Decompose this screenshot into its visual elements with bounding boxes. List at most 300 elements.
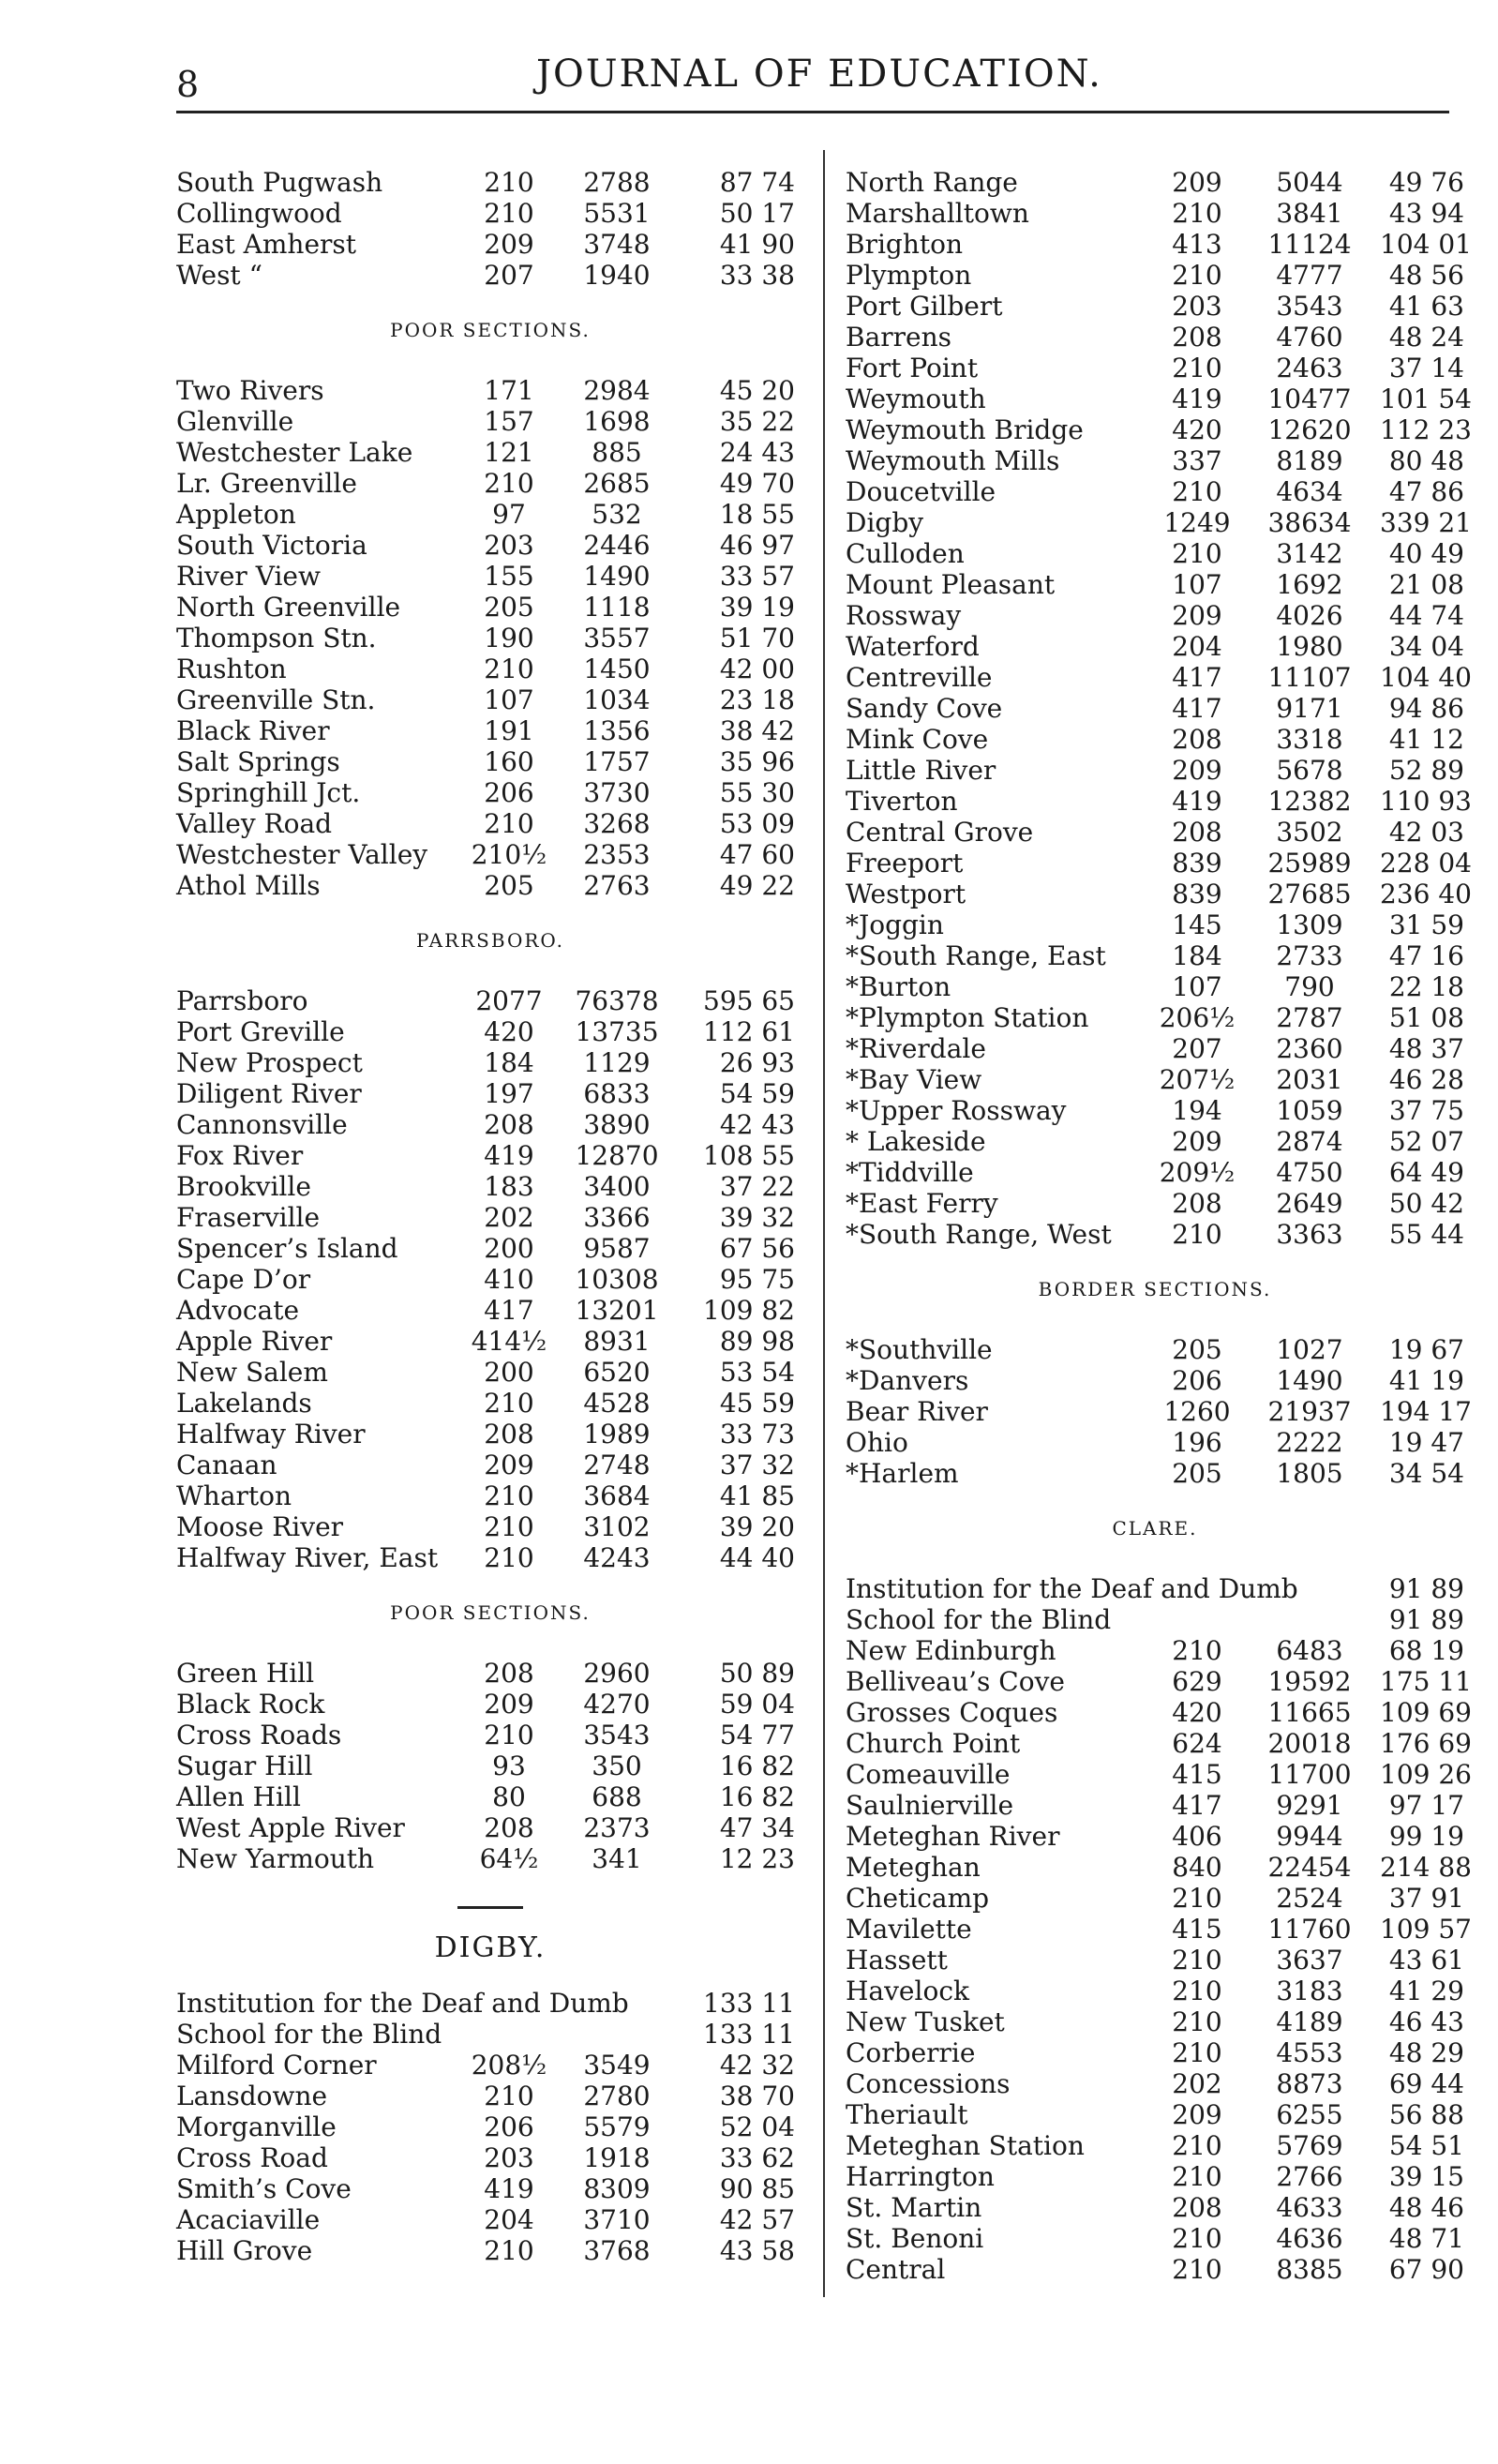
grant-cell: 43 58	[719, 2235, 795, 2266]
days-cell: 210	[484, 808, 534, 839]
school-name: Westport	[846, 879, 966, 909]
attendance-cell: 3549	[583, 2050, 651, 2081]
attendance-cell: 13201	[575, 1295, 659, 1326]
days-cell: 208	[484, 1109, 534, 1140]
days-cell: 107	[484, 684, 534, 715]
grant-cell: 51 70	[719, 623, 795, 654]
attendance-cell: 1805	[1276, 1458, 1343, 1489]
table-row	[176, 260, 804, 291]
grant-cell: 37 75	[1388, 1095, 1464, 1126]
attendance-cell: 3502	[1276, 817, 1343, 848]
school-name: Smith’s Cove	[176, 2173, 352, 2204]
table-row	[176, 654, 804, 684]
days-cell: 210	[1172, 2223, 1222, 2254]
days-cell: 210	[484, 654, 534, 684]
school-name: Institution for the Deaf and Dumb	[846, 1573, 1298, 1604]
school-name: Advocate	[176, 1295, 300, 1326]
attendance-cell: 1356	[583, 715, 651, 746]
table-row	[176, 1295, 804, 1326]
table-row	[846, 1126, 1464, 1157]
table-row	[176, 499, 804, 530]
days-cell: 2077	[475, 985, 543, 1016]
days-cell: 206½	[1159, 1002, 1236, 1033]
days-cell: 210	[1172, 2037, 1222, 2068]
table-row	[176, 985, 804, 1016]
grant-cell: 46 97	[719, 530, 795, 561]
days-cell: 419	[484, 2173, 534, 2204]
days-cell: 419	[484, 1140, 534, 1171]
days-cell: 417	[1172, 1790, 1222, 1821]
attendance-cell: 8385	[1276, 2254, 1343, 2285]
school-name: New Salem	[176, 1357, 328, 1388]
grant-cell: 47 86	[1388, 476, 1464, 507]
table-row	[176, 2173, 804, 2204]
days-cell: 208	[1172, 322, 1222, 353]
days-cell: 203	[484, 530, 534, 561]
grant-cell: 39 32	[719, 1202, 795, 1233]
days-cell: 209	[1172, 755, 1222, 786]
attendance-cell: 2874	[1276, 1126, 1343, 1157]
table-row	[846, 1396, 1472, 1427]
attendance-cell: 4633	[1276, 2192, 1343, 2223]
table-row	[846, 600, 1464, 631]
table-row	[176, 1812, 804, 1843]
school-name: Saulnierville	[846, 1790, 1014, 1821]
days-cell: 209½	[1159, 1157, 1236, 1188]
grant-cell: 41 19	[1388, 1365, 1464, 1396]
grant-cell: 55 30	[719, 777, 795, 808]
days-cell: 420	[1172, 1697, 1222, 1728]
attendance-cell: 885	[592, 437, 642, 468]
days-cell: 210	[1172, 1976, 1222, 2006]
days-cell: 202	[484, 1202, 534, 1233]
days-cell: 208½	[471, 2050, 547, 2081]
school-name: Central	[846, 2254, 946, 2285]
days-cell: 107	[1172, 971, 1222, 1002]
table-row	[846, 260, 1464, 291]
days-cell: 210	[1172, 198, 1222, 229]
grant-cell: 39 19	[719, 592, 795, 623]
days-cell: 210	[1172, 476, 1222, 507]
days-cell: 210	[1172, 2130, 1222, 2161]
attendance-cell: 4528	[583, 1388, 651, 1419]
attendance-cell: 2031	[1276, 1064, 1343, 1095]
table-row	[846, 1427, 1464, 1458]
school-name: Westchester Valley	[176, 839, 428, 870]
table-row	[176, 592, 804, 623]
table-group	[846, 1573, 1472, 2285]
grant-cell: 109 82	[703, 1295, 795, 1326]
table-row	[846, 1188, 1464, 1219]
school-name: Black Rock	[176, 1689, 325, 1720]
grant-cell: 24 43	[719, 437, 795, 468]
grant-cell: 45 20	[719, 375, 795, 406]
table-row	[846, 662, 1472, 693]
attendance-cell: 3768	[583, 2235, 651, 2266]
table-row	[176, 375, 804, 406]
attendance-cell: 1027	[1276, 1334, 1343, 1365]
days-cell: 413	[1172, 229, 1222, 260]
table-row	[846, 2099, 1464, 2130]
school-name: Greenville Stn.	[176, 684, 376, 715]
attendance-cell: 3543	[583, 1720, 651, 1750]
grant-cell: 39 20	[719, 1511, 795, 1542]
table-group	[176, 167, 804, 291]
grant-cell: 33 57	[719, 561, 795, 592]
grant-cell: 12 23	[719, 1843, 795, 1874]
days-cell: 155	[484, 561, 534, 592]
school-name: Grosses Coques	[846, 1697, 1058, 1728]
school-name: Hassett	[846, 1945, 948, 1976]
grant-cell: 47 60	[719, 839, 795, 870]
school-name: Black River	[176, 715, 330, 746]
grant-cell: 53 09	[719, 808, 795, 839]
attendance-cell: 2780	[583, 2081, 651, 2111]
days-cell: 210	[484, 468, 534, 499]
attendance-cell: 1940	[583, 260, 651, 291]
school-name: Concessions	[846, 2068, 1011, 2099]
table-row	[176, 406, 804, 437]
days-cell: 210	[1172, 353, 1222, 383]
attendance-cell: 1490	[583, 561, 651, 592]
days-cell: 145	[1172, 909, 1222, 940]
grant-cell: 91 89	[1388, 1573, 1464, 1604]
attendance-cell: 8873	[1276, 2068, 1343, 2099]
school-name: Lansdowne	[176, 2081, 328, 2111]
days-cell: 414½	[471, 1326, 547, 1357]
grant-cell: 80 48	[1388, 445, 1464, 476]
grant-cell: 109 57	[1380, 1914, 1472, 1945]
table-row	[846, 414, 1472, 445]
table-row	[846, 291, 1464, 322]
table-row	[176, 1140, 804, 1171]
days-cell: 184	[1172, 940, 1222, 971]
days-cell: 183	[484, 1171, 534, 1202]
attendance-cell: 790	[1284, 971, 1335, 1002]
attendance-cell: 2984	[583, 375, 651, 406]
days-cell: 209	[484, 1450, 534, 1480]
attendance-cell: 1490	[1276, 1365, 1343, 1396]
days-cell: 417	[1172, 662, 1222, 693]
table-row	[176, 1450, 804, 1480]
grant-cell: 50 17	[719, 198, 795, 229]
grant-cell: 33 38	[719, 260, 795, 291]
school-name: Waterford	[846, 631, 980, 662]
school-name: North Greenville	[176, 592, 401, 623]
school-name: Halfway River	[176, 1419, 366, 1450]
grant-cell: 34 04	[1388, 631, 1464, 662]
attendance-cell: 9944	[1276, 1821, 1343, 1852]
grant-cell: 42 00	[719, 654, 795, 684]
school-name: Centreville	[846, 662, 993, 693]
school-name: *Burton	[846, 971, 951, 1002]
days-cell: 210	[484, 1542, 534, 1573]
table-row	[846, 1666, 1472, 1697]
school-name: Appleton	[176, 499, 296, 530]
attendance-cell: 3142	[1276, 538, 1343, 569]
table-row	[176, 623, 804, 654]
attendance-cell: 5769	[1276, 2130, 1343, 2161]
days-cell: 415	[1172, 1914, 1222, 1945]
table-row	[846, 1573, 1464, 1604]
school-name: *South Range, East	[846, 940, 1106, 971]
table-row	[846, 1945, 1464, 1976]
grant-cell: 37 22	[719, 1171, 795, 1202]
grant-cell: 55 44	[1388, 1219, 1464, 1250]
table-row	[176, 1233, 804, 1264]
days-cell: 209	[1172, 2099, 1222, 2130]
days-cell: 205	[1172, 1458, 1222, 1489]
days-cell: 840	[1172, 1852, 1222, 1883]
attendance-cell: 3637	[1276, 1945, 1343, 1976]
table-row	[846, 786, 1472, 817]
grant-cell: 49 70	[719, 468, 795, 499]
school-name: Mink Cove	[846, 724, 989, 755]
school-name: *Tiddville	[846, 1157, 974, 1188]
grant-cell: 52 89	[1388, 755, 1464, 786]
table-row	[176, 1419, 804, 1450]
grant-cell: 35 22	[719, 406, 795, 437]
table-row	[846, 631, 1464, 662]
grant-cell: 37 32	[719, 1450, 795, 1480]
school-name: * Lakeside	[846, 1126, 986, 1157]
grant-cell: 228 04	[1380, 848, 1472, 879]
table-row	[176, 1720, 804, 1750]
grant-cell: 87 74	[719, 167, 795, 198]
school-name: West “	[176, 260, 262, 291]
school-name: *Southville	[846, 1334, 993, 1365]
table-row	[176, 468, 804, 499]
days-cell: 410	[484, 1264, 534, 1295]
grant-cell: 56 88	[1388, 2099, 1464, 2130]
attendance-cell: 2373	[583, 1812, 651, 1843]
grant-cell: 112 23	[1380, 414, 1472, 445]
table-row	[846, 1157, 1464, 1188]
grant-cell: 54 51	[1388, 2130, 1464, 2161]
grant-cell: 48 24	[1388, 322, 1464, 353]
table-row	[846, 476, 1464, 507]
attendance-cell: 9171	[1276, 693, 1343, 724]
grant-cell: 214 88	[1380, 1852, 1472, 1883]
attendance-cell: 3710	[583, 2204, 651, 2235]
table-row	[846, 848, 1472, 879]
school-name: Halfway River, East	[176, 1542, 439, 1573]
school-name: Brighton	[846, 229, 964, 260]
attendance-cell: 3684	[583, 1480, 651, 1511]
days-cell: 208	[484, 1812, 534, 1843]
table-row	[176, 1658, 804, 1689]
days-cell: 208	[1172, 1188, 1222, 1219]
table-row	[176, 1511, 804, 1542]
school-name: Lr. Greenville	[176, 468, 357, 499]
page-number: 8	[176, 64, 200, 105]
table-row	[846, 445, 1464, 476]
school-name: Glenville	[176, 406, 294, 437]
table-row	[176, 437, 804, 468]
days-cell: 121	[484, 437, 534, 468]
days-cell: 204	[1172, 631, 1222, 662]
table-row	[176, 870, 804, 901]
attendance-cell: 6483	[1276, 1635, 1343, 1666]
attendance-cell: 1059	[1276, 1095, 1343, 1126]
table-row	[176, 2019, 804, 2050]
days-cell: 209	[1172, 1126, 1222, 1157]
grant-cell: 38 42	[719, 715, 795, 746]
school-name: Doucetville	[846, 476, 996, 507]
attendance-cell: 9291	[1276, 1790, 1343, 1821]
school-name: Springhill Jct.	[176, 777, 361, 808]
school-name: Valley Road	[176, 808, 333, 839]
grant-cell: 48 29	[1388, 2037, 1464, 2068]
school-name: Cannonsville	[176, 1109, 348, 1140]
table-row	[846, 569, 1464, 600]
grant-cell: 19 47	[1388, 1427, 1464, 1458]
grant-cell: 236 40	[1380, 879, 1472, 909]
school-name: Cheticamp	[846, 1883, 990, 1914]
table-row	[176, 2142, 804, 2173]
table-row	[176, 1016, 804, 1047]
grant-cell: 35 96	[719, 746, 795, 777]
grant-cell: 67 90	[1388, 2254, 1464, 2285]
days-cell: 420	[1172, 414, 1222, 445]
school-name: Marshalltown	[846, 198, 1029, 229]
days-cell: 210	[1172, 2006, 1222, 2037]
school-name: *Riverdale	[846, 1033, 986, 1064]
attendance-cell: 5044	[1276, 167, 1343, 198]
grant-cell: 48 46	[1388, 2192, 1464, 2223]
grant-cell: 101 54	[1380, 383, 1472, 414]
grant-cell: 16 82	[719, 1781, 795, 1812]
school-name: St. Martin	[846, 2192, 982, 2223]
table-row	[846, 507, 1472, 538]
grant-cell: 48 37	[1388, 1033, 1464, 1064]
days-cell: 209	[484, 229, 534, 260]
school-name: Fraserville	[176, 1202, 321, 1233]
grant-cell: 133 11	[703, 2019, 795, 2050]
school-name: Weymouth	[846, 383, 986, 414]
days-cell: 210	[1172, 1945, 1222, 1976]
grant-cell: 91 89	[1388, 1604, 1464, 1635]
attendance-cell: 1450	[583, 654, 651, 684]
table-row	[846, 383, 1472, 414]
journal-title: JOURNAL OF EDUCATION.	[536, 53, 1102, 96]
grant-cell: 49 22	[719, 870, 795, 901]
grant-cell: 48 71	[1388, 2223, 1464, 2254]
attendance-cell: 688	[592, 1781, 642, 1812]
grant-cell: 44 40	[719, 1542, 795, 1573]
grant-cell: 41 85	[719, 1480, 795, 1511]
grant-cell: 53 54	[719, 1357, 795, 1388]
school-name: Canaan	[176, 1450, 277, 1480]
attendance-cell: 4026	[1276, 600, 1343, 631]
school-name: Hill Grove	[176, 2235, 313, 2266]
table-row	[846, 1604, 1464, 1635]
school-name: *Harlem	[846, 1458, 959, 1489]
attendance-cell: 3841	[1276, 198, 1343, 229]
days-cell: 209	[1172, 600, 1222, 631]
table-row	[846, 1883, 1464, 1914]
attendance-cell: 2222	[1276, 1427, 1343, 1458]
attendance-cell: 3543	[1276, 291, 1343, 322]
header-rule	[176, 111, 1449, 113]
days-cell: 208	[1172, 2192, 1222, 2223]
school-name: Port Gilbert	[846, 291, 1003, 322]
table-row	[846, 2006, 1464, 2037]
grant-cell: 16 82	[719, 1750, 795, 1781]
school-name: Church Point	[846, 1728, 1021, 1759]
days-cell: 624	[1172, 1728, 1222, 1759]
school-name: New Edinburgh	[846, 1635, 1056, 1666]
table-row	[846, 538, 1464, 569]
attendance-cell: 4243	[583, 1542, 651, 1573]
table-row	[176, 1326, 804, 1357]
table-row	[846, 322, 1464, 353]
grant-cell: 59 04	[719, 1689, 795, 1720]
days-cell: 210	[484, 1720, 534, 1750]
grant-cell: 90 85	[719, 2173, 795, 2204]
days-cell: 419	[1172, 786, 1222, 817]
attendance-cell: 11124	[1267, 229, 1352, 260]
grant-cell: 52 04	[719, 2111, 795, 2142]
section-heading: PARRSBORO.	[416, 929, 564, 952]
school-name: Corberrie	[846, 2037, 976, 2068]
school-name: *Upper Rossway	[846, 1095, 1067, 1126]
days-cell: 629	[1172, 1666, 1222, 1697]
grant-cell: 176 69	[1380, 1728, 1472, 1759]
table-row	[176, 1781, 804, 1812]
school-name: School for the Blind	[176, 2019, 442, 2050]
grant-cell: 41 12	[1388, 724, 1464, 755]
attendance-cell: 2787	[1276, 1002, 1343, 1033]
grant-cell: 108 55	[703, 1140, 795, 1171]
days-cell: 417	[484, 1295, 534, 1326]
attendance-cell: 2463	[1276, 353, 1343, 383]
school-name: Acaciaville	[176, 2204, 321, 2235]
left-column	[176, 167, 804, 2266]
days-cell: 207	[1172, 1033, 1222, 1064]
school-name: Salt Springs	[176, 746, 340, 777]
attendance-cell: 3366	[583, 1202, 651, 1233]
grant-cell: 19 67	[1388, 1334, 1464, 1365]
school-name: Harrington	[846, 2161, 995, 2192]
attendance-cell: 11760	[1267, 1914, 1352, 1945]
school-name: Meteghan Station	[846, 2130, 1085, 2161]
school-name: Plympton	[846, 260, 972, 291]
grant-cell: 41 90	[719, 229, 795, 260]
days-cell: 194	[1172, 1095, 1222, 1126]
table-row	[176, 2204, 804, 2235]
days-cell: 204	[484, 2204, 534, 2235]
attendance-cell: 4634	[1276, 476, 1343, 507]
attendance-cell: 2733	[1276, 940, 1343, 971]
grant-cell: 109 26	[1380, 1759, 1472, 1790]
attendance-cell: 3748	[583, 229, 651, 260]
grant-cell: 23 18	[719, 684, 795, 715]
attendance-cell: 12382	[1267, 786, 1352, 817]
table-row	[846, 2223, 1464, 2254]
grant-cell: 37 91	[1388, 1883, 1464, 1914]
school-name: Mount Pleasant	[846, 569, 1056, 600]
attendance-cell: 12870	[575, 1140, 659, 1171]
attendance-cell: 2446	[583, 530, 651, 561]
table-row	[176, 561, 804, 592]
table-row	[846, 167, 1464, 198]
days-cell: 1249	[1163, 507, 1231, 538]
school-name: Collingwood	[176, 198, 342, 229]
table-row	[176, 2081, 804, 2111]
school-name: South Pugwash	[176, 167, 383, 198]
school-name: Weymouth Mills	[846, 445, 1060, 476]
